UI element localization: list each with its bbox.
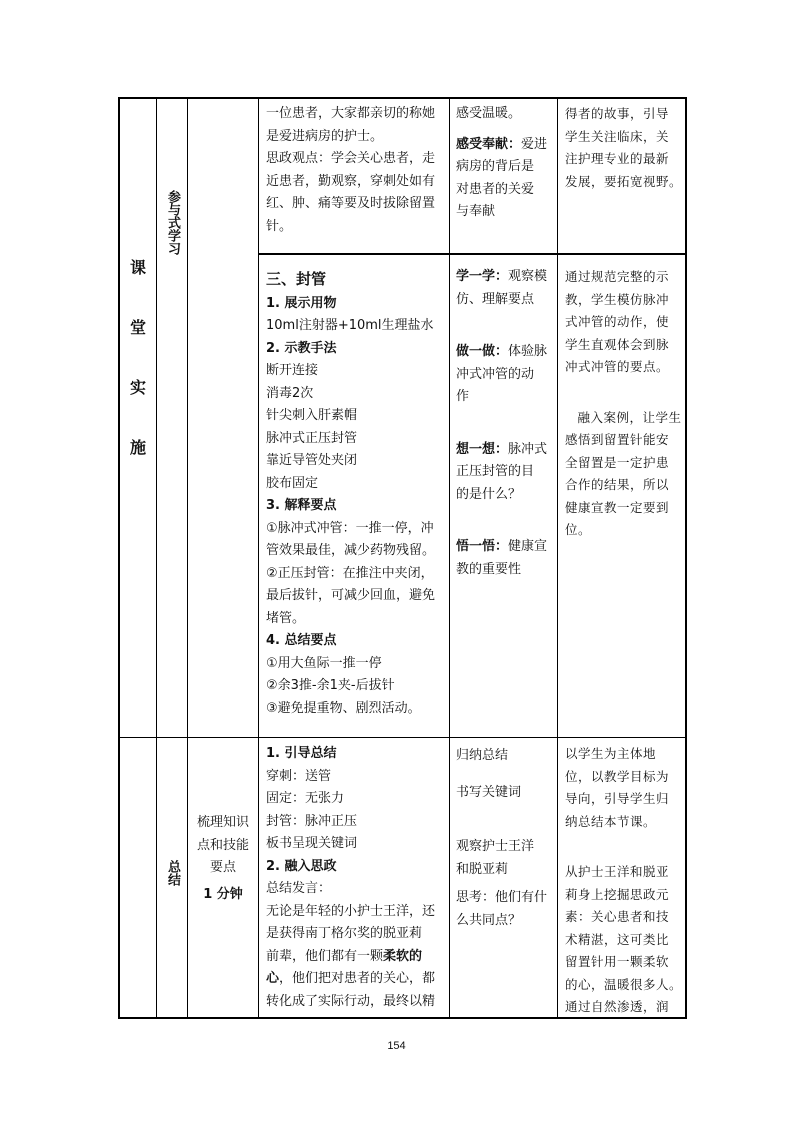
- col-divider-3: [258, 97, 259, 1019]
- row3-student: 归纳总结 书写关键词 观察护士王洋 和脱亚莉 思考：他们有什 么共同点？: [456, 748, 548, 928]
- row2-student: 学一学：观察模 仿、理解要点 做一做：体验脉 冲式冲管的动 作 想一想：脉冲式 正压封管的目 的是什么？ 悟一悟：健康宣 教的重要性: [456, 269, 548, 577]
- page-number: 154: [387, 1040, 406, 1052]
- row3-content: 1. 引导总结 穿刺：送管 固定：无张力 封管：脉冲正压 板书呈现关键词 2. 融入思政 总结发言： 无论是年轻的小护士王洋，还 是获得南丁格尔奖的脱亚莉 前辈，他们都有一颗柔软的 心，他们把对患者的关心，都 转化成了实际行动，最终以精: [266, 746, 436, 1009]
- row-divider-1: [258, 253, 687, 255]
- phase-label-participatory: 参与式学习: [165, 190, 180, 255]
- row2-content: 三、封管 1. 展示用物 10ml注射器+10ml生理盐水 2. 示教手法 断开连接 消毒2次 针尖刺入肝素帽 脉冲式正压封管 靠近导管处夹闭 胶布固定 3. 解释要点 ①脉冲式冲管：一推一停，冲 管效果最佳，减少药物残留。 ②正压封管：在推注中夹闭， 最后拔针，可减少回血，避免 堵管。 4. 总结要点 ①用大鱼际一推一停 ②余3推-余1夹-后拔针 ③避免提重物、剧烈活动。: [266, 270, 436, 716]
- row1-student: 感受温暖。 感受奉献：爱进 病房的背后是 对患者的关爱 与奉献: [456, 106, 548, 219]
- row3-phase: 梳理知识 点和技能 要点 1 分钟: [196, 815, 249, 902]
- section-label-classroom: 课 堂 实 施: [129, 258, 146, 457]
- col-divider-5: [557, 97, 558, 1019]
- row2-design: 通过规范完整的示 教，学生模仿脉冲 式冲管的动作，使 学生直观体会到脉 冲式冲管的要点。 融入案例，让学生 感悟到留置针能安 全留置是一定护患 合作的结果，所以 健康宣教一定要到 位。: [565, 269, 682, 537]
- section-label-summary: 总结: [165, 860, 180, 886]
- col-divider-4: [449, 97, 450, 1019]
- row-divider-2: [118, 737, 687, 738]
- row3-design: 以学生为主体地 位，以教学目标为 导向，引导学生归 纳总结本节课。 从护士王洋和脱亚 莉身上挖掘思政元 素：关心患者和技 术精湛，这可类比 留置针用一颗柔软 的心，温暖很多人。 通过自然渗透，润: [565, 746, 683, 1014]
- row1-design: 得者的故事，引导 学生关注临床，关 注护理专业的最新 发展，要拓宽视野。: [565, 106, 683, 189]
- row1-content: 一位患者，大家都亲切的称她 是爱进病房的护士。 思政观点：学会关心患者，走 近患者，勤观察，穿刺处如有 红、肿、痛等要及时拔除留置 针。: [266, 106, 436, 234]
